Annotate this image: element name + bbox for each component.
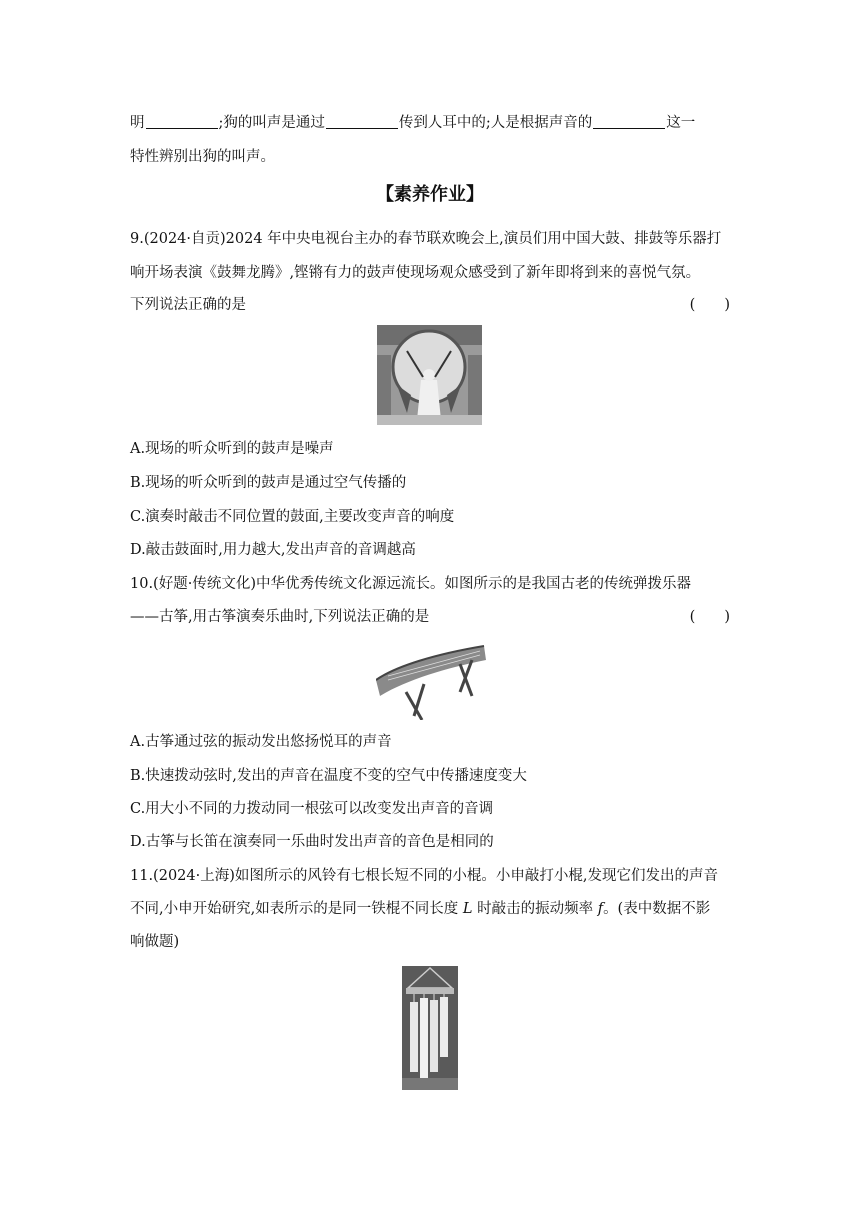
- q10-option-b[interactable]: B.快速拨动弦时,发出的声音在温度不变的空气中传播速度变大: [130, 768, 527, 784]
- q8-text: ;狗的叫声是通过: [218, 115, 325, 131]
- drum-performance-image: [377, 325, 482, 425]
- q9-line-1: 9.(2024·自贡)2024 年中央电视台主办的春节联欢晚会上,演员们用中国大鼓、排鼓等乐器打: [130, 231, 722, 247]
- q10-line-2: [130, 606, 730, 628]
- q8-text: 传到人耳中的;人是根据声音的: [398, 115, 593, 131]
- answer-blank-1[interactable]: [146, 114, 218, 129]
- q9-option-d[interactable]: D.敲击鼓面时,用力越大,发出声音的音调越高: [130, 542, 416, 558]
- q11-line-3: 响做题): [130, 934, 180, 950]
- q11-line-2: [130, 898, 730, 920]
- q10-option-a[interactable]: A.古筝通过弦的振动发出悠扬悦耳的声音: [130, 734, 392, 750]
- q10-line-1: 10.(好题·传统文化)中华优秀传统文化源远流长。如图所示的是我国古老的传统弹拨乐器: [130, 576, 691, 592]
- q8-text: 明: [130, 115, 145, 131]
- var-f: f: [597, 901, 604, 917]
- wind-chime-image: [402, 966, 458, 1090]
- guzheng-image: [376, 640, 486, 720]
- var-L: L: [462, 901, 473, 917]
- q9-option-b[interactable]: B.现场的听众听到的鼓声是通过空气传播的: [130, 475, 407, 491]
- q9-line-3: [130, 294, 730, 316]
- q9-answer-paren[interactable]: ( ): [689, 297, 730, 313]
- q8-text: 这一: [666, 115, 696, 131]
- q11-text: 不同,小申开始研究,如表所示的是同一铁棍不同长度: [130, 901, 463, 917]
- q11-text: 时敲击的振动频率: [472, 901, 598, 917]
- q9-option-c[interactable]: C.演奏时敲击不同位置的鼓面,主要改变声音的响度: [130, 509, 455, 525]
- q10-answer-paren[interactable]: ( ): [689, 609, 730, 625]
- q8-line-2: 特性辨别出狗的叫声。: [130, 149, 275, 165]
- q11-text: 。(表中数据不影: [603, 901, 711, 917]
- section-title: 【素养作业】: [376, 184, 484, 205]
- answer-blank-2[interactable]: [326, 114, 398, 129]
- q9-stem-end: 下列说法正确的是: [130, 297, 246, 313]
- q10-option-c[interactable]: C.用大小不同的力拨动同一根弦可以改变发出声音的音调: [130, 801, 494, 817]
- q11-line-1: 11.(2024·上海)如图所示的风铃有七根长短不同的小棍。小申敲打小棍,发现它们发出的声音: [130, 868, 718, 884]
- answer-blank-3[interactable]: [593, 114, 665, 129]
- q9-option-a[interactable]: A.现场的听众听到的鼓声是噪声: [130, 441, 334, 457]
- q10-stem-end: ——古筝,用古筝演奏乐曲时,下列说法正确的是: [130, 609, 430, 625]
- q9-line-2: 响开场表演《鼓舞龙腾》,铿锵有力的鼓声使现场观众感受到了新年即将到来的喜悦气氛。: [130, 265, 701, 281]
- q10-option-d[interactable]: D.古筝与长笛在演奏同一乐曲时发出声音的音色是相同的: [130, 834, 494, 850]
- q8-line-1: [130, 112, 730, 134]
